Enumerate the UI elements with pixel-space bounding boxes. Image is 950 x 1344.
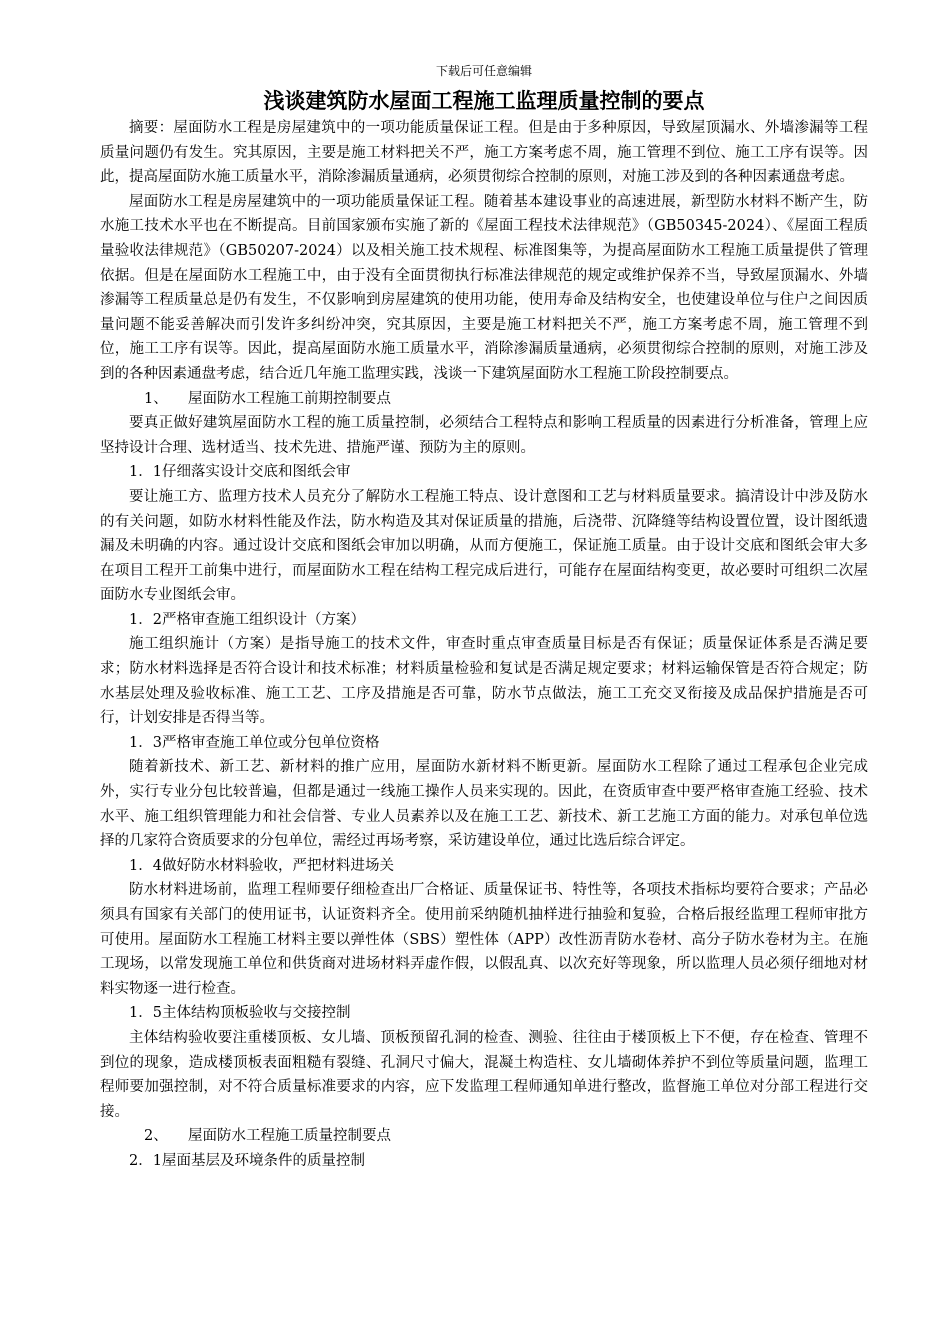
section-2-number: 2、 (144, 1128, 168, 1145)
subsection-1-4-body: 防水材料进场前，监理工程师要仔细检查出厂合格证、质量保证书、特性等，各项技术指标均要符合要求；产品必须具有国家有关部门的使用证书，认证资料齐全。使用前采纳随机抽样进行抽验和复验，合格后报经监理工程师审批方可使用。屋面防水工程施工材料主要以弹性体（SBS）塑性体（APP）改性沥青防水卷材、高分子防水卷材为主。在施工现场，以常发现施工单位和供货商对进场材料弄虚作假，以假乱真、以次充好等现象，所以监理人员必须仔细地对材料实物逐一进行检查。 (100, 882, 868, 997)
section-2-title: 屋面防水工程施工质量控制要点 (188, 1128, 391, 1145)
subsection-1-1-body: 要让施工方、监理方技术人员充分了解防水工程施工特点、设计意图和工艺与材料质量要求。搞清设计中涉及防水的有关问题，如防水材料性能及作法，防水构造及其对保证质量的措施，后浇带、沉降缝等结构设置位置，设计图纸遗漏及未明确的内容。通过设计交底和图纸会审加以明确，从而方便施工，保证施工质量。由于设计交底和图纸会审大多在项目工程开工前集中进行，而屋面防水工程在结构工程完成后进行，可能存在屋面结构变更，故必要时可组织二次屋面防水专业图纸会审。 (100, 488, 868, 604)
subsection-1-2-body: 施工组织施计（方案）是指导施工的技术文件，审查时重点审查质量目标是否有保证；质量保证体系是否满足要求；防水材料选择是否符合设计和技术标准；材料质量检验和复试是否满足规定要求；材料运输保管是否符合规定；防水基层处理及验收标准、施工工艺、工序及措施是否可靠，防水节点做法，施工工充交叉衔接及成品保护措施是否可行，计划安排是否得当等。 (100, 636, 868, 727)
abstract-paragraph: 摘要：屋面防水工程是房屋建筑中的一项功能质量保证工程。但是由于多种原因，导致屋顶漏水、外墙渗漏等工程质量问题仍有发生。究其原因，主要是施工材料把关不严，施工方案考虑不周，施工管理不到位、施工工序有误等。因此，提高屋面防水施工质量水平，消除渗漏质量通病，必须贯彻综合控制的原则，对施工涉及到的各种因素通盘考虑。 (100, 120, 868, 186)
subsection-1-3-heading: 1．3严格审查施工单位或分包单位资格 (129, 734, 380, 751)
header-note: 下载后可任意编辑 (435, 64, 532, 78)
subsection-1-4-heading: 1．4做好防水材料验收，严把材料进场关 (129, 857, 394, 874)
section-1-title: 屋面防水工程施工前期控制要点 (188, 390, 391, 407)
subsection-1-5-heading: 1．5主体结构顶板验收与交接控制 (129, 1005, 351, 1022)
subsection-1-2-heading: 1．2严格审查施工组织设计（方案） (129, 611, 365, 628)
section-2-heading (100, 1124, 868, 1149)
subsection-1-1-heading: 1．1仔细落实设计交底和图纸会审 (129, 464, 351, 481)
subsection-1-5-body: 主体结构验收要注重楼顶板、女儿墙、顶板预留孔洞的检查、测验、往往由于楼顶板上下不便，存在检查、管理不到位的现象，造成楼顶板表面粗糙有裂缝、孔洞尺寸偏大，混凝土构造柱、女儿墙砌体养护不到位等质量问题，监理工程师要加强控制，对不符合质量标准要求的内容，应下发监理工程师通知单进行整改，监督施工单位对分部工程进行交接。 (100, 1029, 868, 1120)
subsection-2-1-heading: 2．1屋面基层及环境条件的质量控制 (129, 1152, 365, 1169)
document-page (100, 62, 868, 1174)
subsection-1-3-body: 随着新技术、新工艺、新材料的推广应用，屋面防水新材料不断更新。屋面防水工程除了通过工程承包企业完成外，实行专业分包比较普遍，但都是通过一线施工操作人员来实现的。因此，在资质审查中要严格审查施工经验、技术水平、施工组织管理能力和社会信誉、专业人员素养以及在施工工艺、新技术、新工艺施工方面的能力。对承包单位选择的几家符合资质要求的分包单位，需经过再场考察，采访建设单位，通过比选后综合评定。 (100, 759, 868, 850)
section-1-number: 1、 (144, 390, 168, 407)
section-1-heading (100, 387, 868, 412)
section-1-intro: 要真正做好建筑屋面防水工程的施工质量控制，必须结合工程特点和影响工程质量的因素进行分析准备，管理上应坚持设计合理、选材适当、技术先进、措施严谨、预防为主的原则。 (100, 415, 868, 456)
intro-paragraph: 屋面防水工程是房屋建筑中的一项功能质量保证工程。随着基本建设事业的高速进展，新型防水材料不断产生，防水施工技术水平也在不断提高。目前国家颁布实施了新的《屋面工程技术法律规范》（GB50345-2024）、《屋面工程质量验收法律规范》（GB50207-2024）以及相关施工技术规程、标准图集等，为提高屋面防水工程施工质量提供了管理依据。但是在屋面防水工程施工中，由于没有全面贯彻执行标准法律规范的规定或维护保养不当，导致屋顶漏水、外墙渗漏等工程质量总是仍有发生，不仅影响到房屋建筑的使用功能，使用寿命及结构安全，也使建设单位与住户之间因质量问题不能妥善解决而引发许多纠纷冲突，究其原因，主要是施工材料把关不严，施工方案考虑不周，施工管理不到位，施工工序有误等。因此，提高屋面防水施工质量水平，消除渗漏质量通病，必须贯彻综合控制的原则，对施工涉及到的各种因素通盘考虑，结合近几年施工监理实践，浅谈一下建筑屋面防水工程施工阶段控制要点。 (100, 193, 868, 382)
document-title: 浅谈建筑防水屋面工程施工监理质量控制的要点 (263, 88, 705, 113)
